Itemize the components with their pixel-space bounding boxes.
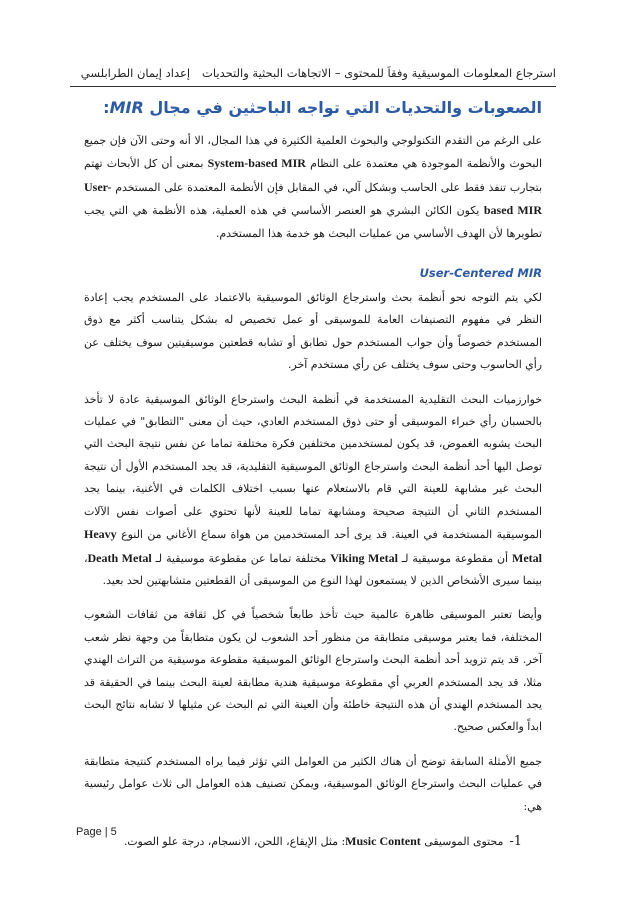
running-header xyxy=(70,66,556,80)
paragraph-intro-part-3: يكون الكائن البشري هو العنصر الأساسي في هذه العملية، هذه الأنظمة هي التي يجب تطويرها لأن الهدف الأساسي من عمليات البحث هو خدمة هذا المستخدم. xyxy=(84,204,542,240)
paragraph-intro-part-2: بمعنى أن كل الأبحاث تهتم بتجارب تنفذ فقط على الحاسب وبشكل آلي، في المقابل فإن الأنظمة المعتمدة على المستخدم xyxy=(84,157,542,194)
term-viking-metal: Viking Metal xyxy=(330,550,398,565)
paragraph-intro xyxy=(84,130,542,245)
page-number: Page | 5 xyxy=(76,826,117,838)
paragraph-search-algorithms xyxy=(84,389,542,593)
subheading-user-centered-mir: User-Centered MIR xyxy=(419,266,542,281)
header-title: استرجاع المعلومات الموسيقية وفقاً للمحتوى – الاتجاهات البحثية والتحديات xyxy=(202,66,556,80)
term-system-based-mir: System-based MIR xyxy=(207,156,306,171)
list-item-text: : مثل الإيقاع، اللحن، الانسجام، درجة علو الصوت. xyxy=(123,834,346,848)
list-item-label: محتوى الموسيقى xyxy=(420,834,504,848)
header-divider xyxy=(70,86,556,87)
section-title-text: الصعوبات والتحديات التي تواجه الباحثين في مجال xyxy=(149,98,542,117)
term-death-metal: Death Metal xyxy=(87,550,152,565)
list-item xyxy=(84,830,522,853)
paragraph-algorithms-part-3: مختلفة تماما عن مقطوعة موسيقية لـ xyxy=(151,551,331,565)
paragraph-factors: جميع الأمثلة السابقة توضح أن هناك الكثير من العوامل التي تؤثر فيما يراه المستخدم كنتيجة متطابقة في عمليات البحث واسترجاع الوثائق الموسيقية، ويمكن تصنيف هذه العوامل الى ثلاث عوامل رئيسية هي: xyxy=(84,754,542,813)
section-title xyxy=(84,96,542,120)
term-music-content: Music Content xyxy=(345,833,421,848)
section-title-colon: : xyxy=(103,98,110,117)
term-heavy-metal: Heavy Metal xyxy=(84,527,542,565)
paragraph-algorithms-part-1: خوارزميات البحث التقليدية المستخدمة في أنظمة البحث واسترجاع الوثائق الموسيقية عادة لا تأخذ بالحسبان رأي خبراء الموسيقى أو حتى ذوق المستخدم العادي، حيث أن معنى "التطابق" في عمليات البحث يشوبه الغموض، قد يكون لمستخدمين مختلفين فكرة مختلفة تماما عن نفس نتيجة البحث التي توصل اليها أحد أنظمة البحث واسترجاع الوثائق الموسيقية التقليدية، قد يجد المستخدم الأول أن نتيجة البحث غير مشابهة للعينة التي قام بالاستعلام عنها بسبب اختلاف الكلمات في الأغنية، بينما يجد المستخدم الثاني أن النتيجة صحيحة ومشابهة تماما للعينة لأنها تحتوي على أصوات نفس الآلات الموسيقية المستخدمة في العينة. قد يرى أحد المستخدمين من هواة سماع الأغاني من النوع xyxy=(84,392,542,542)
term-user-based-mir: User-based MIR xyxy=(84,179,542,218)
page-content xyxy=(84,96,542,853)
header-author: إعداد إيمان الطرابلسي xyxy=(80,66,191,80)
paragraph-intro-part-1: على الرغم من التقدم التكنولوجي والبحوث العلمية الكثيرة في هذا المجال، الا أنه وحتى الآن فإن جميع البحوث والأنظمة الموجودة هي معتمدة على النظام xyxy=(84,134,542,171)
paragraph-algorithms-part-2: أن مقطوعة موسيقية لـ xyxy=(397,551,513,565)
paragraph-algorithms-part-4: ، بينما سيرى الأشخاص الذين لا يستمعون لهذا النوع من الموسيقى أن القطعتين متشابهتين لحد بعيد. xyxy=(84,551,542,587)
section-title-mir: MIR xyxy=(109,98,144,117)
paragraph-user-centered: لكي يتم التوجه نحو أنظمة بحث واسترجاع الوثائق الموسيقية بالاعتماد على المستخدم يجب إعادة النظر في مفهوم التصنيفات العامة للموسيقى أو عمل تخصيص له بشكل يتناسب أكثر مع ذوق المستخدم خصوصاً وأن جواب المستخدم حول تطابق أو تشابه قطعتين موسيقيتين سوف يختلف عن رأي الحاسوب وحتى سوف يختلف عن رأي مستخدم آخر. xyxy=(84,291,542,372)
list-item-number: 1- xyxy=(509,833,522,849)
paragraph-cultural: وأيضا تعتبر الموسيقى ظاهرة عالمية حيث تأخذ طابعاً شخصياً في كل ثقافة من ثقافات الشعوب المختلفة، فما يعتبر موسيقى متطابقة من منظور أحد الشعوب لن يكون متطابقاً من وجهة نظر شعب آخر. قد يتم تزويد أحد أنظمة البحث واسترجاع الوثائق الموسيقية مقطوعة موسيقية من التراث الهندي مثلا، قد يجد المستخدم العربي أي مقطوعة موسيقية هندية مطابقة لعينة البحث بينما في الحقيقة قد يجد المستخدم الهندي أن هذه النتيجة خاطئة وأن العينة التي تم البحث عن مثيلها لا تشابه نتائج البحث ابداً والعكس صحيح. xyxy=(84,608,542,734)
